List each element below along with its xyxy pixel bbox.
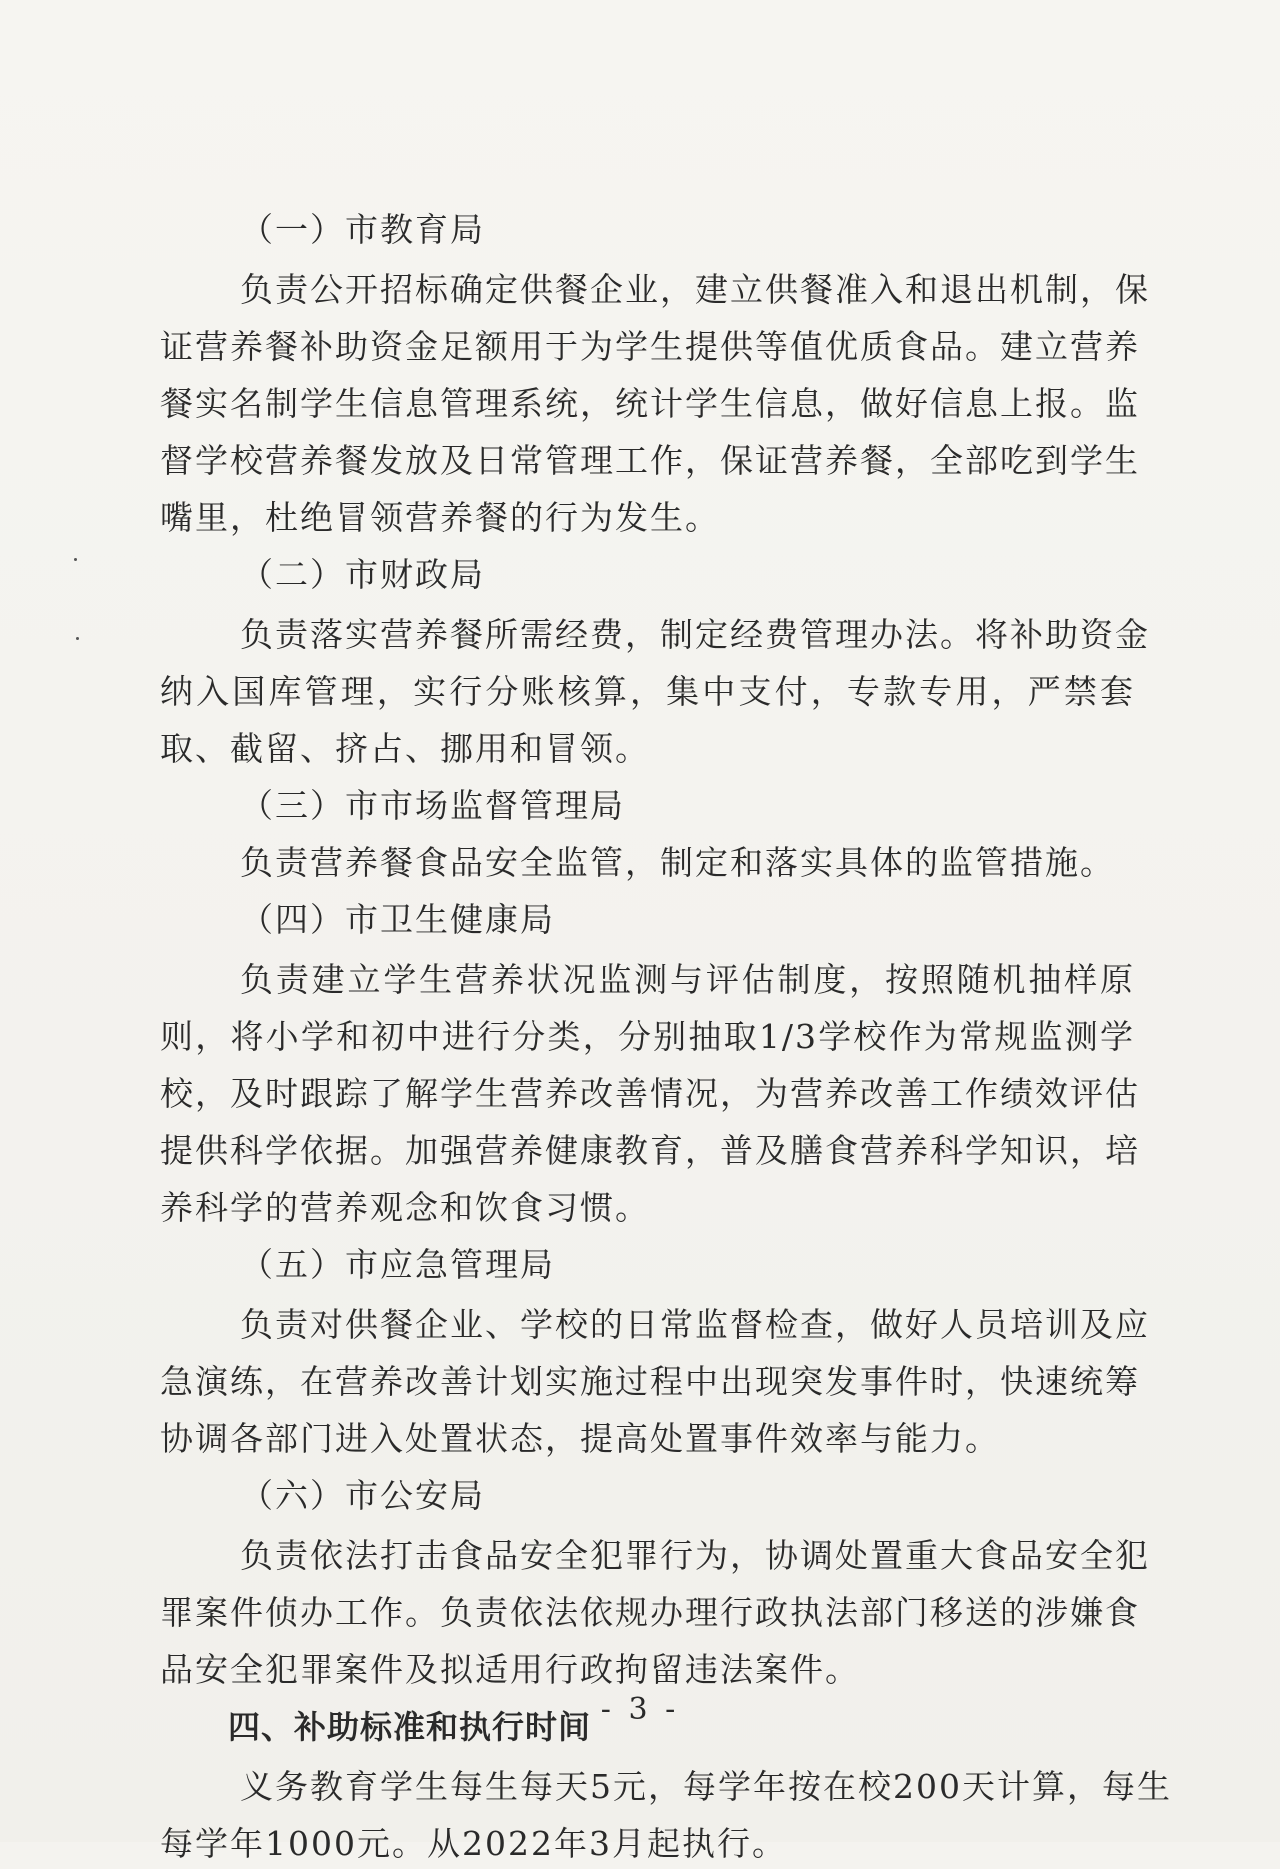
paragraph-line: 负责公开招标确定供餐企业，建立供餐准入和退出机制，保 — [240, 270, 1150, 309]
main-heading: 四、补助标准和执行时间 — [228, 1708, 592, 1746]
paragraph-line: 负责营养餐食品安全监管，制定和落实具体的监管措施。 — [240, 843, 1115, 882]
paragraph-line: 取、截留、挤占、挪用和冒领。 — [160, 729, 650, 768]
paragraph-line: 养科学的营养观念和饮食习惯。 — [160, 1188, 650, 1227]
paragraph-line: 则，将小学和初中进行分类，分别抽取1/3学校作为常规监测学 — [160, 1017, 1135, 1056]
section-heading: （二）市财政局 — [240, 555, 485, 594]
paragraph-line: 提供科学依据。加强营养健康教育，普及膳食营养科学知识，培 — [160, 1131, 1140, 1170]
paragraph-line: 证营养餐补助资金足额用于为学生提供等值优质食品。建立营养 — [160, 327, 1140, 366]
section-heading: （五）市应急管理局 — [240, 1245, 555, 1284]
paragraph-line: 协调各部门进入处置状态，提高处置事件效率与能力。 — [160, 1419, 1000, 1458]
paragraph-line: 义务教育学生每生每天5元，每学年按在校200天计算，每生 — [240, 1767, 1172, 1806]
paragraph-line: 每学年1000元。从2022年3月起执行。 — [160, 1824, 787, 1863]
paragraph-line: 督学校营养餐发放及日常管理工作，保证营养餐，全部吃到学生 — [160, 441, 1140, 480]
paragraph-line: 负责落实营养餐所需经费，制定经费管理办法。将补助资金 — [240, 615, 1150, 654]
paragraph-line: 急演练，在营养改善计划实施过程中出现突发事件时，快速统筹 — [160, 1362, 1140, 1401]
paragraph-line: 品安全犯罪案件及拟适用行政拘留违法案件。 — [160, 1650, 860, 1689]
paragraph-line: 纳入国库管理，实行分账核算，集中支付，专款专用，严禁套 — [160, 672, 1135, 711]
scan-speck — [74, 558, 77, 561]
section-heading: （四）市卫生健康局 — [240, 900, 555, 939]
section-heading: （六）市公安局 — [240, 1476, 485, 1515]
scan-speck — [76, 637, 79, 640]
paragraph-line: 负责对供餐企业、学校的日常监督检查，做好人员培训及应 — [240, 1305, 1150, 1344]
paragraph-line: 嘴里，杜绝冒领营养餐的行为发生。 — [160, 498, 720, 537]
paragraph-line: 校，及时跟踪了解学生营养改善情况，为营养改善工作绩效评估 — [160, 1074, 1140, 1113]
section-heading: （一）市教育局 — [240, 210, 485, 249]
paragraph-line: 罪案件侦办工作。负责依法依规办理行政执法部门移送的涉嫌食 — [160, 1593, 1140, 1632]
paragraph-line: 餐实名制学生信息管理系统，统计学生信息，做好信息上报。监 — [160, 384, 1140, 423]
paragraph-line: 负责建立学生营养状况监测与评估制度，按照随机抽样原 — [240, 960, 1135, 999]
page-number: - 3 - — [600, 1692, 680, 1727]
section-heading: （三）市市场监督管理局 — [240, 786, 625, 825]
paragraph-line: 负责依法打击食品安全犯罪行为，协调处置重大食品安全犯 — [240, 1536, 1150, 1575]
